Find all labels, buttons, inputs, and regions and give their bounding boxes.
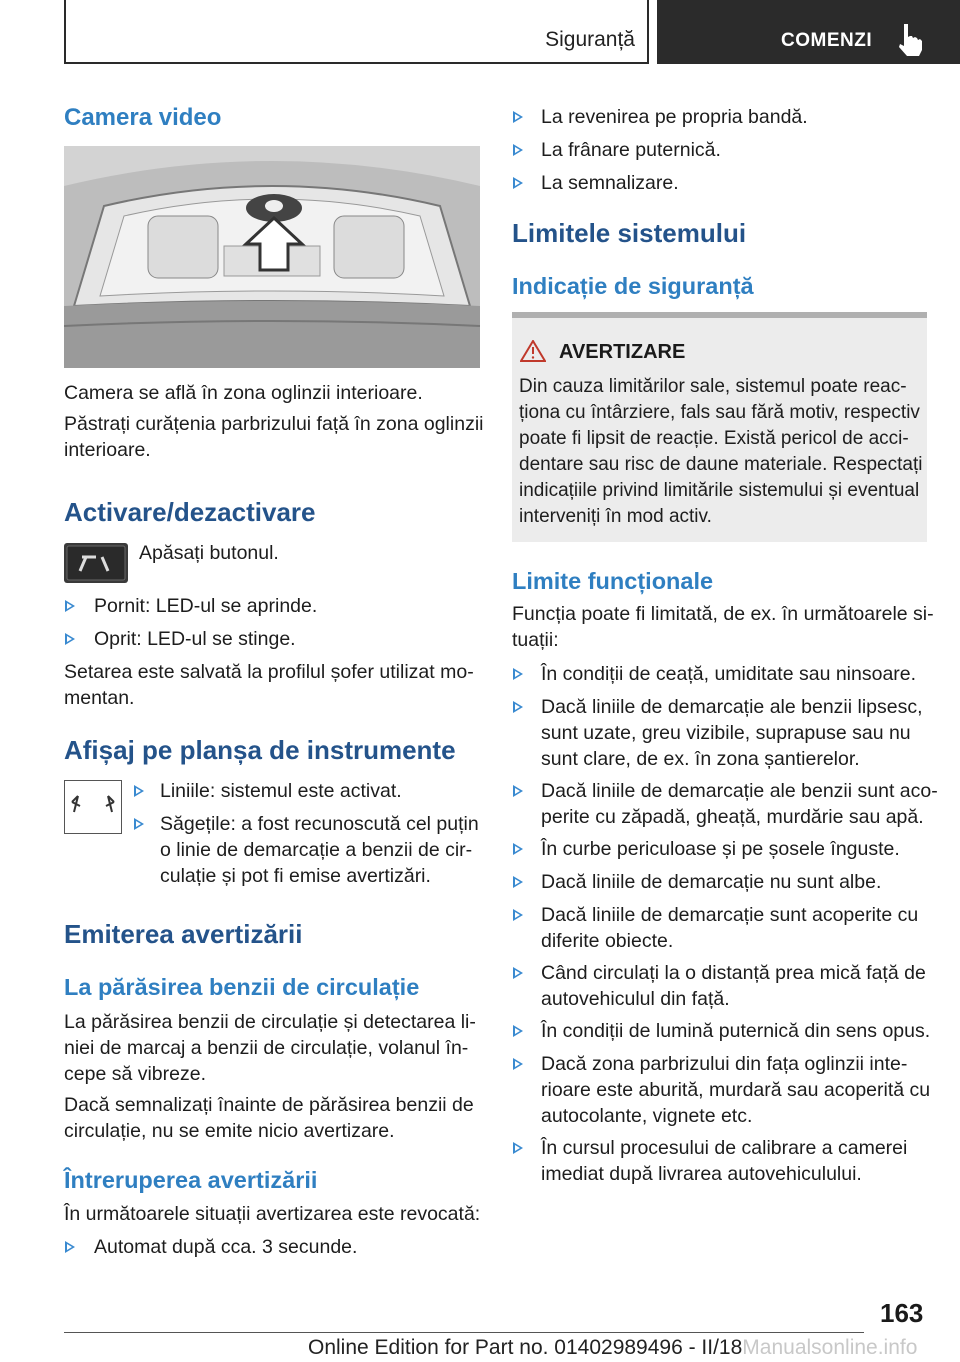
limits-heading: Limitele sistemului xyxy=(512,218,747,248)
leave-p1b: niei de marcaj a benzii de circulație, volanul în- xyxy=(64,1037,469,1059)
bullet-triangle-icon xyxy=(65,633,75,645)
footer-divider xyxy=(64,1332,864,1333)
limit-7b: autovehiculul din față. xyxy=(541,988,730,1010)
pointing-hand-icon xyxy=(893,22,923,56)
limit-6b: diferite obiecte. xyxy=(541,930,674,952)
limit-9b: rioare este aburită, murdară sau acoperită cu xyxy=(541,1079,931,1101)
warning-line-4: dentare sau risc de daune materiale. Respectați xyxy=(519,454,923,475)
limit-2b: sunt uzate, greu vizibile, suprapuse sau nu xyxy=(541,722,911,744)
limit-3b: perite cu zăpadă, gheață, murdărie sau apă. xyxy=(541,806,924,828)
footer-watermark: Manualsonline.info xyxy=(742,1336,918,1359)
bullet-triangle-icon xyxy=(513,843,523,855)
warning-triangle-icon xyxy=(520,340,546,362)
display-bullet-2c: culație și pot fi emise avertizări. xyxy=(160,865,431,887)
bullet-triangle-icon xyxy=(513,1025,523,1037)
bullet-triangle-icon xyxy=(513,1142,523,1154)
header-chapter-title: COMENZI xyxy=(781,30,873,51)
display-bullet-1: Liniile: sistemul este activat. xyxy=(160,780,402,802)
activation-save-b: mentan. xyxy=(64,687,135,709)
bullet-triangle-icon xyxy=(65,600,75,612)
functional-p-a: Funcția poate fi limitată, de ex. în următoarele si- xyxy=(512,603,934,625)
limit-7a: Când circulați la o distanță prea mică față de xyxy=(541,962,926,984)
warning-line-2: ționa cu întârziere, fals sau fără motiv, respectiv xyxy=(519,402,920,423)
camera-paragraph-2b: interioare. xyxy=(64,439,151,461)
page-number: 163 xyxy=(880,1298,924,1328)
activation-heading: Activare/dezactivare xyxy=(64,497,316,527)
display-heading: Afișaj pe planșa de instrumente xyxy=(64,735,456,765)
leave-p1c: cepe să vibreze. xyxy=(64,1063,206,1085)
bullet-triangle-icon xyxy=(513,668,523,680)
header-section-title: Siguranță xyxy=(545,28,635,51)
safety-heading: Indicație de siguranță xyxy=(512,273,754,299)
bullet-triangle-icon xyxy=(65,1241,75,1253)
camera-paragraph-1: Camera se află în zona oglinzii interioare. xyxy=(64,382,423,404)
limit-9a: Dacă zona parbrizului din fața oglinzii inte- xyxy=(541,1053,908,1075)
limit-3a: Dacă liniile de demarcație ale benzii sunt aco- xyxy=(541,780,938,802)
interrupt-bullet-1: Automat după cca. 3 secunde. xyxy=(94,1236,358,1258)
leave-p1a: La părăsirea benzii de circulație și detectarea li- xyxy=(64,1011,476,1033)
camera-paragraph-2a: Păstrați curățenia parbrizului față în zona oglinzii xyxy=(64,413,484,435)
warning-line-6: interveniți în mod activ. xyxy=(519,506,712,527)
bullet-triangle-icon xyxy=(134,785,144,797)
footer-edition xyxy=(308,1336,917,1360)
emit-heading: Emiterea avertizării xyxy=(64,919,303,949)
camera-illustration xyxy=(64,146,480,368)
header-chapter-tab xyxy=(657,0,960,64)
limit-10a: În cursul procesului de calibrare a camerei xyxy=(541,1137,908,1159)
warning-line-3: poate fi lipsit de reacție. Există pericol de acci- xyxy=(519,428,909,449)
activation-on: Pornit: LED-ul se aprinde. xyxy=(94,595,318,617)
camera-heading: Camera video xyxy=(64,104,222,131)
activation-save-a: Setarea este salvată la profilul șofer utilizat mo- xyxy=(64,661,474,683)
bullet-triangle-icon xyxy=(513,909,523,921)
bullet-return: La revenirea pe propria bandă. xyxy=(541,106,808,128)
leave-p2b: circulație, nu se emite nicio avertizare. xyxy=(64,1120,395,1142)
bullet-triangle-icon xyxy=(513,144,523,156)
limit-5: Dacă liniile de demarcație nu sunt albe. xyxy=(541,871,882,893)
footer-edition-text: Online Edition for Part no. 01402989496 - II/18 xyxy=(308,1336,743,1359)
bullet-triangle-icon xyxy=(513,785,523,797)
display-bullet-2a: Săgețile: a fost recunoscută cel puțin xyxy=(160,813,479,835)
press-button-text: Apăsați butonul. xyxy=(139,542,279,564)
leave-p2a: Dacă semnalizați înainte de părăsirea benzii de xyxy=(64,1094,474,1116)
bullet-triangle-icon xyxy=(513,701,523,713)
bullet-signal: La semnalizare. xyxy=(541,172,679,194)
bullet-triangle-icon xyxy=(134,818,144,830)
warning-label: AVERTIZARE xyxy=(559,341,686,363)
limit-6a: Dacă liniile de demarcație sunt acoperite cu xyxy=(541,904,919,926)
limit-8: În condiții de lumină puternică din sens opus. xyxy=(541,1020,931,1042)
bullet-triangle-icon xyxy=(513,111,523,123)
warning-line-1: Din cauza limitărilor sale, sistemul poate reac- xyxy=(519,376,907,397)
warning-line-5: indicațiile privind limitările sistemului și eventual xyxy=(519,480,920,501)
functional-p-b: tuații: xyxy=(512,629,559,651)
limit-10b: imediat după livrarea autovehiculului. xyxy=(541,1163,862,1185)
bullet-triangle-icon xyxy=(513,177,523,189)
interrupt-paragraph: În următoarele situații avertizarea este revocată: xyxy=(64,1203,481,1225)
bullet-triangle-icon xyxy=(513,1058,523,1070)
bullet-triangle-icon xyxy=(513,967,523,979)
functional-limits-heading: Limite funcționale xyxy=(512,568,714,594)
cluster-lane-indicator-icon xyxy=(64,780,122,834)
limit-9c: autocolante, vignete etc. xyxy=(541,1105,753,1127)
interrupt-heading: Întreruperea avertizării xyxy=(64,1167,318,1193)
bullet-brake: La frânare puternică. xyxy=(541,139,721,161)
activation-off: Oprit: LED-ul se stinge. xyxy=(94,628,296,650)
lane-button-icon xyxy=(64,543,128,583)
leave-lane-heading: La părăsirea benzii de circulație xyxy=(64,974,420,1000)
limit-2a: Dacă liniile de demarcație ale benzii lipsesc, xyxy=(541,696,923,718)
display-bullet-2b: o linie de demarcație a benzii de cir- xyxy=(160,839,473,861)
header-section-box xyxy=(64,0,649,64)
bullet-triangle-icon xyxy=(513,876,523,888)
limit-2c: sunt clare, de ex. în zona șantierelor. xyxy=(541,748,860,770)
limit-1: În condiții de ceață, umiditate sau ninsoare. xyxy=(541,663,917,685)
limit-4: În curbe periculoase și pe șosele înguste. xyxy=(541,838,900,860)
